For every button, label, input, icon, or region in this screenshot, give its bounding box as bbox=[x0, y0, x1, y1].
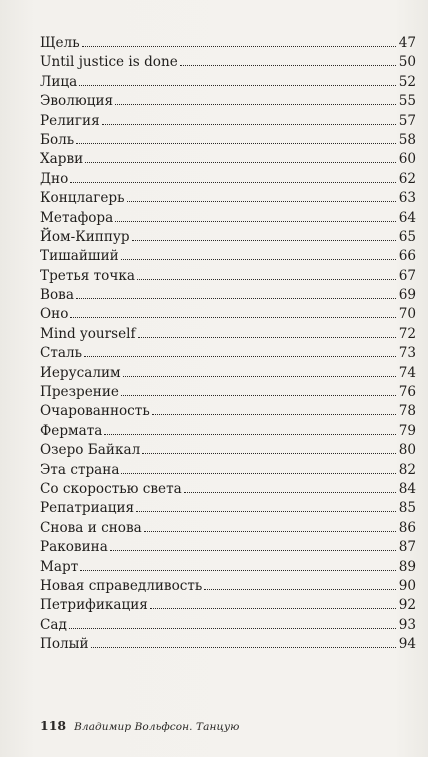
toc-entry-page: 92 bbox=[398, 597, 416, 614]
toc-entry-title: Озеро Байкал bbox=[40, 442, 141, 459]
toc-entry bbox=[40, 499, 416, 518]
dot-leader bbox=[79, 84, 396, 86]
dot-leader bbox=[76, 297, 396, 299]
page-footer bbox=[40, 718, 240, 733]
dot-leader bbox=[104, 433, 396, 435]
toc-entry bbox=[40, 558, 416, 577]
toc-entry bbox=[40, 228, 416, 247]
toc-entry-title: Харви bbox=[40, 151, 84, 168]
toc-entry-title: Петрификация bbox=[40, 597, 148, 614]
toc-entry-page: 63 bbox=[398, 190, 416, 207]
toc-entry-title: Вова bbox=[40, 287, 74, 304]
toc-entry bbox=[40, 461, 416, 480]
toc-entry-title: Со скоростью света bbox=[40, 480, 182, 497]
toc-entry bbox=[40, 344, 416, 363]
toc-entry-page: 65 bbox=[398, 228, 416, 245]
dot-leader bbox=[76, 142, 396, 144]
toc-entry-title: Йом-Киппур bbox=[40, 228, 130, 245]
toc-entry-title: Тишайший bbox=[40, 248, 119, 265]
toc-entry bbox=[40, 53, 416, 72]
toc-entry-page: 82 bbox=[398, 461, 416, 478]
toc-entry bbox=[40, 577, 416, 596]
toc-entry-page: 85 bbox=[398, 500, 416, 517]
dot-leader bbox=[180, 64, 396, 66]
table-of-contents bbox=[40, 34, 416, 655]
toc-entry-page: 73 bbox=[398, 345, 416, 362]
toc-entry-page: 57 bbox=[398, 112, 416, 129]
toc-entry-title: Концлагерь bbox=[40, 190, 125, 207]
toc-entry-title: Боль bbox=[40, 131, 75, 148]
toc-entry-page: 89 bbox=[398, 558, 416, 575]
running-title: Владимир Вольфсон. Танцую bbox=[74, 721, 240, 733]
dot-leader bbox=[123, 375, 396, 377]
toc-entry bbox=[40, 73, 416, 92]
toc-entry bbox=[40, 596, 416, 615]
toc-entry-title: Mind yourself bbox=[40, 325, 136, 342]
toc-entry-title: Религия bbox=[40, 112, 100, 129]
dot-leader bbox=[150, 607, 396, 609]
dot-leader bbox=[80, 569, 396, 571]
dot-leader bbox=[115, 103, 396, 105]
toc-entry-page: 70 bbox=[398, 306, 416, 323]
toc-entry-title: Сталь bbox=[40, 345, 83, 362]
toc-entry bbox=[40, 170, 416, 189]
toc-entry bbox=[40, 519, 416, 538]
toc-entry bbox=[40, 305, 416, 324]
toc-entry bbox=[40, 538, 416, 557]
toc-entry bbox=[40, 422, 416, 441]
toc-entry bbox=[40, 616, 416, 635]
toc-entry-page: 79 bbox=[398, 422, 416, 439]
toc-entry-page: 93 bbox=[398, 616, 416, 633]
toc-entry bbox=[40, 286, 416, 305]
toc-entry-page: 66 bbox=[398, 248, 416, 265]
toc-entry bbox=[40, 325, 416, 344]
toc-entry bbox=[40, 131, 416, 150]
dot-leader bbox=[70, 316, 396, 318]
toc-entry-page: 69 bbox=[398, 287, 416, 304]
toc-entry-page: 90 bbox=[398, 577, 416, 594]
toc-entry bbox=[40, 383, 416, 402]
toc-entry bbox=[40, 150, 416, 169]
toc-entry-page: 50 bbox=[398, 54, 416, 71]
dot-leader bbox=[132, 239, 396, 241]
dot-leader bbox=[152, 413, 396, 415]
toc-entry-title: Метафора bbox=[40, 209, 114, 226]
dot-leader bbox=[115, 220, 396, 222]
toc-entry bbox=[40, 112, 416, 131]
toc-entry-title: Новая справедливость bbox=[40, 577, 203, 594]
toc-entry-page: 52 bbox=[398, 73, 416, 90]
toc-entry-title: Щель bbox=[40, 35, 80, 51]
toc-entry bbox=[40, 267, 416, 286]
toc-entry bbox=[40, 34, 416, 53]
toc-entry-title: Снова и снова bbox=[40, 519, 142, 536]
toc-entry-title: Лица bbox=[40, 73, 78, 90]
dot-leader bbox=[137, 278, 396, 280]
dot-leader bbox=[144, 530, 396, 532]
toc-entry-title: Эта страна bbox=[40, 461, 120, 478]
dot-leader bbox=[138, 336, 396, 338]
toc-entry-page: 78 bbox=[398, 403, 416, 420]
toc-entry-page: 64 bbox=[398, 209, 416, 226]
toc-entry-page: 80 bbox=[398, 442, 416, 459]
toc-entry-page: 76 bbox=[398, 384, 416, 401]
dot-leader bbox=[84, 355, 396, 357]
toc-entry-page: 62 bbox=[398, 170, 416, 187]
toc-entry-page: 67 bbox=[398, 267, 416, 284]
dot-leader bbox=[184, 491, 396, 493]
toc-entry-page: 86 bbox=[398, 519, 416, 536]
toc-entry-title: Дно bbox=[40, 170, 69, 187]
toc-entry-page: 87 bbox=[398, 539, 416, 556]
toc-entry bbox=[40, 92, 416, 111]
toc-entry-title: Until justice is done bbox=[40, 54, 178, 71]
toc-entry-title: Очарованность bbox=[40, 403, 150, 420]
toc-entry-title: Март bbox=[40, 558, 79, 575]
toc-entry-title: Репатриация bbox=[40, 500, 135, 517]
dot-leader bbox=[142, 452, 396, 454]
toc-entry bbox=[40, 247, 416, 266]
dot-leader bbox=[121, 258, 396, 260]
toc-entry-page: 94 bbox=[398, 636, 416, 653]
toc-entry bbox=[40, 441, 416, 460]
toc-entry-page: 72 bbox=[398, 325, 416, 342]
toc-entry-title: Фермата bbox=[40, 422, 103, 439]
toc-entry bbox=[40, 402, 416, 421]
dot-leader bbox=[85, 161, 396, 163]
dot-leader bbox=[70, 181, 396, 183]
dot-leader bbox=[121, 472, 396, 474]
toc-entry-page: 55 bbox=[398, 93, 416, 110]
toc-entry-title: Иерусалим bbox=[40, 364, 121, 381]
toc-entry-title: Презрение bbox=[40, 384, 119, 401]
toc-entry-page: 74 bbox=[398, 364, 416, 381]
toc-entry-page: 84 bbox=[398, 480, 416, 497]
dot-leader bbox=[121, 394, 396, 396]
dot-leader bbox=[136, 510, 396, 512]
toc-entry-title: Эволюция bbox=[40, 93, 114, 110]
toc-entry bbox=[40, 209, 416, 228]
toc-entry bbox=[40, 480, 416, 499]
toc-entry-title: Сад bbox=[40, 616, 67, 633]
dot-leader bbox=[91, 646, 396, 648]
toc-entry-page: 58 bbox=[398, 131, 416, 148]
toc-entry-page: 47 bbox=[398, 35, 416, 51]
dot-leader bbox=[110, 549, 396, 551]
toc-entry bbox=[40, 189, 416, 208]
page-number: 118 bbox=[40, 718, 67, 733]
toc-entry-title: Третья точка bbox=[40, 267, 135, 284]
toc-entry bbox=[40, 364, 416, 383]
toc-entry-title: Полый bbox=[40, 636, 89, 653]
dot-leader bbox=[204, 588, 396, 590]
toc-entry-page: 60 bbox=[398, 151, 416, 168]
dot-leader bbox=[102, 123, 396, 125]
dot-leader bbox=[127, 200, 396, 202]
toc-entry-title: Оно bbox=[40, 306, 69, 323]
toc-entry bbox=[40, 635, 416, 654]
toc-entry-title: Раковина bbox=[40, 539, 108, 556]
dot-leader bbox=[69, 627, 396, 629]
dot-leader bbox=[82, 45, 396, 47]
